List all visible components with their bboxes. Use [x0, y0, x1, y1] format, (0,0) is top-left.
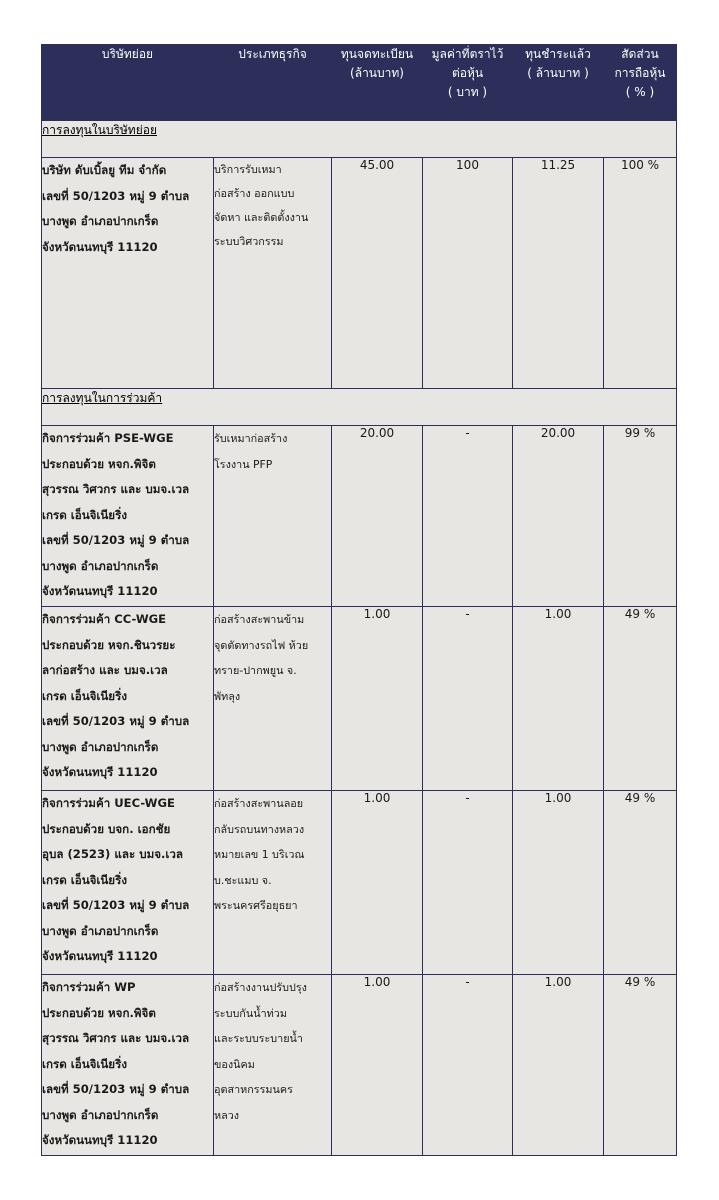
shareholding-cell: 100 %	[604, 158, 677, 389]
table-row	[42, 975, 677, 1156]
registered-capital-cell: 20.00	[332, 426, 423, 607]
subsidiary-investment-table	[41, 44, 677, 1156]
header-shareholding: สัดส่วน การถือหุ้น ( % )	[604, 45, 677, 121]
header-registered-capital: ทุนจดทะเบียน (ล้านบาท)	[332, 45, 423, 121]
section-row-subsidiaries	[42, 121, 677, 158]
table-row	[42, 607, 677, 791]
registered-capital-cell: 1.00	[332, 607, 423, 791]
company-cell: กิจการร่วมค้า PSE-WGE ประกอบด้วย หจก.พิจิต สุวรรณ วิศวกร และ บมจ.เวล เกรด เอ็นจิเนียริ่ง เลขที่ 50/1203 หมู่ 9 ตำบล บางพูด อำเภอปากเกร็ด จังหวัดนนทบุรี 11120	[42, 426, 214, 607]
registered-capital-cell: 1.00	[332, 975, 423, 1156]
table-row	[42, 426, 677, 607]
registered-capital-cell: 1.00	[332, 791, 423, 975]
header-paid-capital: ทุนชำระแล้ว ( ล้านบาท )	[513, 45, 604, 121]
header-par-value: มูลค่าที่ตราไว้ ต่อหุ้น ( บาท )	[423, 45, 513, 121]
business-cell: ก่อสร้างสะพานลอย กลับรถบนทางหลวง หมายเลข 1 บริเวณ บ.ชะแมบ จ. พระนครศรีอยุธยา	[214, 791, 332, 975]
table-row	[42, 791, 677, 975]
company-cell: กิจการร่วมค้า UEC-WGE ประกอบด้วย บจก. เอกชัย อุบล (2523) และ บมจ.เวล เกรด เอ็นจิเนียริ่ง เลขที่ 50/1203 หมู่ 9 ตำบล บางพูด อำเภอปากเกร็ด จังหวัดนนทบุรี 11120	[42, 791, 214, 975]
par-value-cell: -	[423, 975, 513, 1156]
paid-capital-cell: 1.00	[513, 791, 604, 975]
header-business-type: ประเภทธุรกิจ	[214, 45, 332, 121]
table-header-row	[42, 45, 677, 121]
section-title: การลงทุนในบริษัทย่อย	[42, 121, 677, 158]
paid-capital-cell: 1.00	[513, 975, 604, 1156]
paid-capital-cell: 11.25	[513, 158, 604, 389]
business-cell: บริการรับเหมา ก่อสร้าง ออกแบบ จัดหา และติดตั้งงาน ระบบวิศวกรรม	[214, 158, 332, 389]
par-value-cell: 100	[423, 158, 513, 389]
table-row	[42, 158, 677, 389]
header-company: บริษัทย่อย	[42, 45, 214, 121]
company-cell: กิจการร่วมค้า WP ประกอบด้วย หจก.พิจิต สุวรรณ วิศวกร และ บมจ.เวล เกรด เอ็นจิเนียริ่ง เลขที่ 50/1203 หมู่ 9 ตำบล บางพูด อำเภอปากเกร็ด จังหวัดนนทบุรี 11120	[42, 975, 214, 1156]
section-row-joint-ventures	[42, 389, 677, 426]
shareholding-cell: 49 %	[604, 975, 677, 1156]
section-title: การลงทุนในการร่วมค้า	[42, 389, 677, 426]
paid-capital-cell: 20.00	[513, 426, 604, 607]
par-value-cell: -	[423, 426, 513, 607]
shareholding-cell: 99 %	[604, 426, 677, 607]
business-cell: ก่อสร้างงานปรับปรุง ระบบกันน้ำท่วม และระบบระบายน้ำ ของนิคม อุตสาหกรรมนคร หลวง	[214, 975, 332, 1156]
registered-capital-cell: 45.00	[332, 158, 423, 389]
company-cell: กิจการร่วมค้า CC-WGE ประกอบด้วย หจก.ชินวรยะ ลาก่อสร้าง และ บมจ.เวล เกรด เอ็นจิเนียริ่ง เลขที่ 50/1203 หมู่ 9 ตำบล บางพูด อำเภอปากเกร็ด จังหวัดนนทบุรี 11120	[42, 607, 214, 791]
par-value-cell: -	[423, 607, 513, 791]
business-cell: ก่อสร้างสะพานข้าม จุดตัดทางรถไฟ ห้วย ทราย-ปากพยูน จ. พัทลุง	[214, 607, 332, 791]
business-cell: รับเหมาก่อสร้าง โรงงาน PFP	[214, 426, 332, 607]
company-cell: บริษัท ดับเบิ้ลยู ทีม จำกัด เลขที่ 50/1203 หมู่ 9 ตำบล บางพูด อำเภอปากเกร็ด จังหวัดนนทบุรี 11120	[42, 158, 214, 389]
paid-capital-cell: 1.00	[513, 607, 604, 791]
shareholding-cell: 49 %	[604, 791, 677, 975]
par-value-cell: -	[423, 791, 513, 975]
shareholding-cell: 49 %	[604, 607, 677, 791]
